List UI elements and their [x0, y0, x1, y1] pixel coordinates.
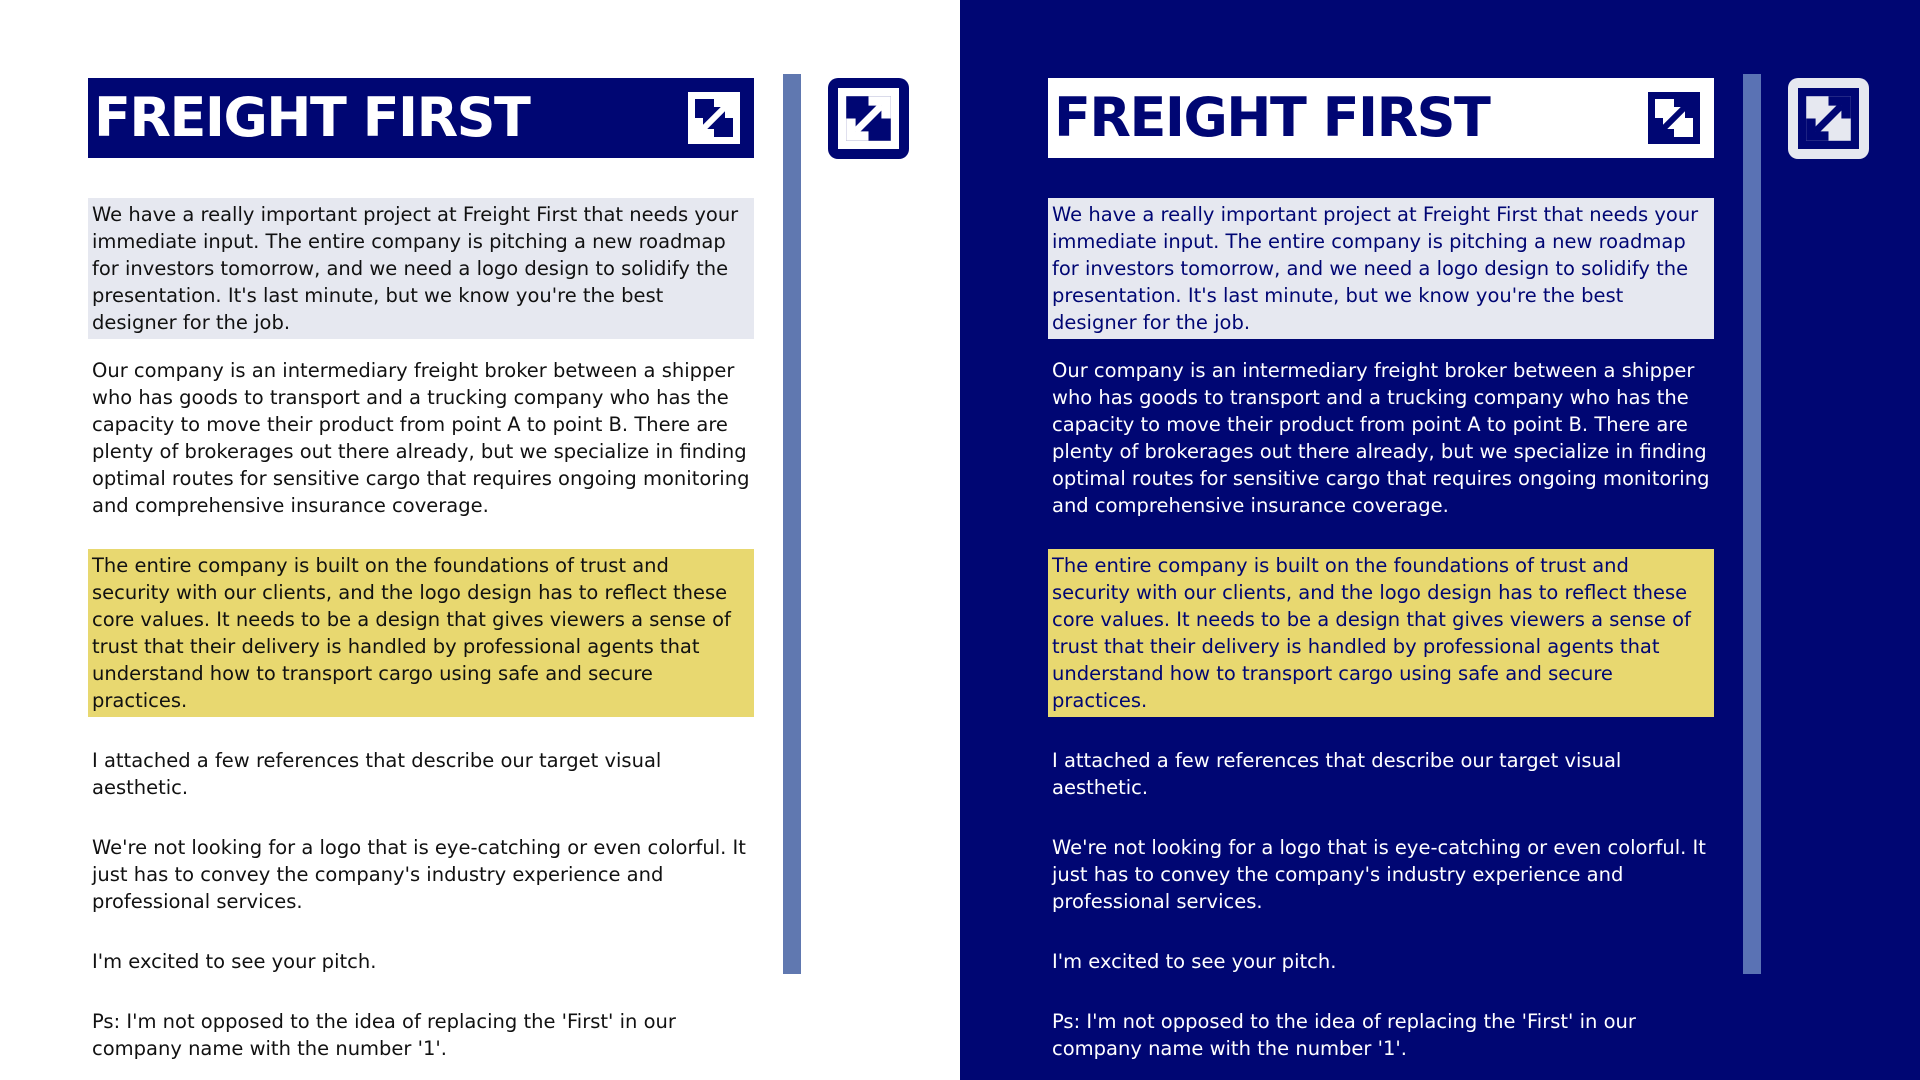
brief-column — [88, 78, 754, 1065]
vertical-divider — [783, 74, 801, 974]
intro-paragraph: We have a really important project at Freight First that needs your immediate input. The entire company is pitching a new roadmap for investors tomorrow, and we need a logo design to solidify the presentation. It's last minute, but we know you're the best designer for the job. — [1048, 198, 1714, 339]
brand-title: FREIGHT FIRST — [94, 86, 530, 149]
vertical-divider — [1743, 74, 1761, 974]
expand-arrow-icon — [1648, 92, 1700, 144]
company-paragraph: Our company is an intermediary freight broker between a shipper who has goods to transport and a trucking company who has the capacity to move their product from point A to point B. There are plenty of brokerages out there already, but we specialize in finding optimal routes for sensitive cargo that requires ongoing monitoring and comprehensive insurance coverage. — [1052, 359, 1710, 517]
style-paragraph: We're not looking for a logo that is eye-catching or even colorful. It just has to convey the company's industry experience and professional services. — [1052, 836, 1706, 913]
expand-arrow-icon — [688, 92, 740, 144]
references-paragraph: I attached a few references that describe our target visual aesthetic. — [1052, 749, 1622, 799]
style-paragraph: We're not looking for a logo that is eye-catching or even colorful. It just has to convey the company's industry experience and professional services. — [92, 836, 746, 913]
ps-paragraph: Ps: I'm not opposed to the idea of replacing the 'First' in our company name with the number '1'. — [1052, 1010, 1636, 1060]
intro-paragraph: We have a really important project at Freight First that needs your immediate input. The entire company is pitching a new roadmap for investors tomorrow, and we need a logo design to solidify the presentation. It's last minute, but we know you're the best designer for the job. — [88, 198, 754, 339]
expand-arrow-icon — [838, 88, 899, 149]
brief-column — [1048, 78, 1714, 1065]
brand-title: FREIGHT FIRST — [1054, 86, 1490, 149]
values-paragraph: The entire company is built on the foundations of trust and security with our clients, and the logo design has to reflect these core values. It needs to be a design that gives viewers a sense of trust that their delivery is handled by professional agents that understand how to transport cargo using safe and secure practices. — [88, 549, 754, 717]
title-banner — [88, 78, 754, 158]
company-paragraph: Our company is an intermediary freight broker between a shipper who has goods to transport and a trucking company who has the capacity to move their product from point A to point B. There are plenty of brokerages out there already, but we specialize in finding optimal routes for sensitive cargo that requires ongoing monitoring and comprehensive insurance coverage. — [92, 359, 750, 517]
references-paragraph: I attached a few references that describe our target visual aesthetic. — [92, 749, 662, 799]
closing-paragraph: I'm excited to see your pitch. — [1052, 950, 1337, 973]
values-paragraph: The entire company is built on the foundations of trust and security with our clients, and the logo design has to reflect these core values. It needs to be a design that gives viewers a sense of trust that their delivery is handled by professional agents that understand how to transport cargo using safe and secure practices. — [1048, 549, 1714, 717]
closing-paragraph: I'm excited to see your pitch. — [92, 950, 377, 973]
expand-arrow-icon — [1798, 88, 1859, 149]
title-banner — [1048, 78, 1714, 158]
logo-tile — [1788, 78, 1869, 159]
ps-paragraph: Ps: I'm not opposed to the idea of replacing the 'First' in our company name with the number '1'. — [92, 1010, 676, 1060]
dark-variant-panel — [960, 0, 1920, 1080]
logo-tile — [828, 78, 909, 159]
